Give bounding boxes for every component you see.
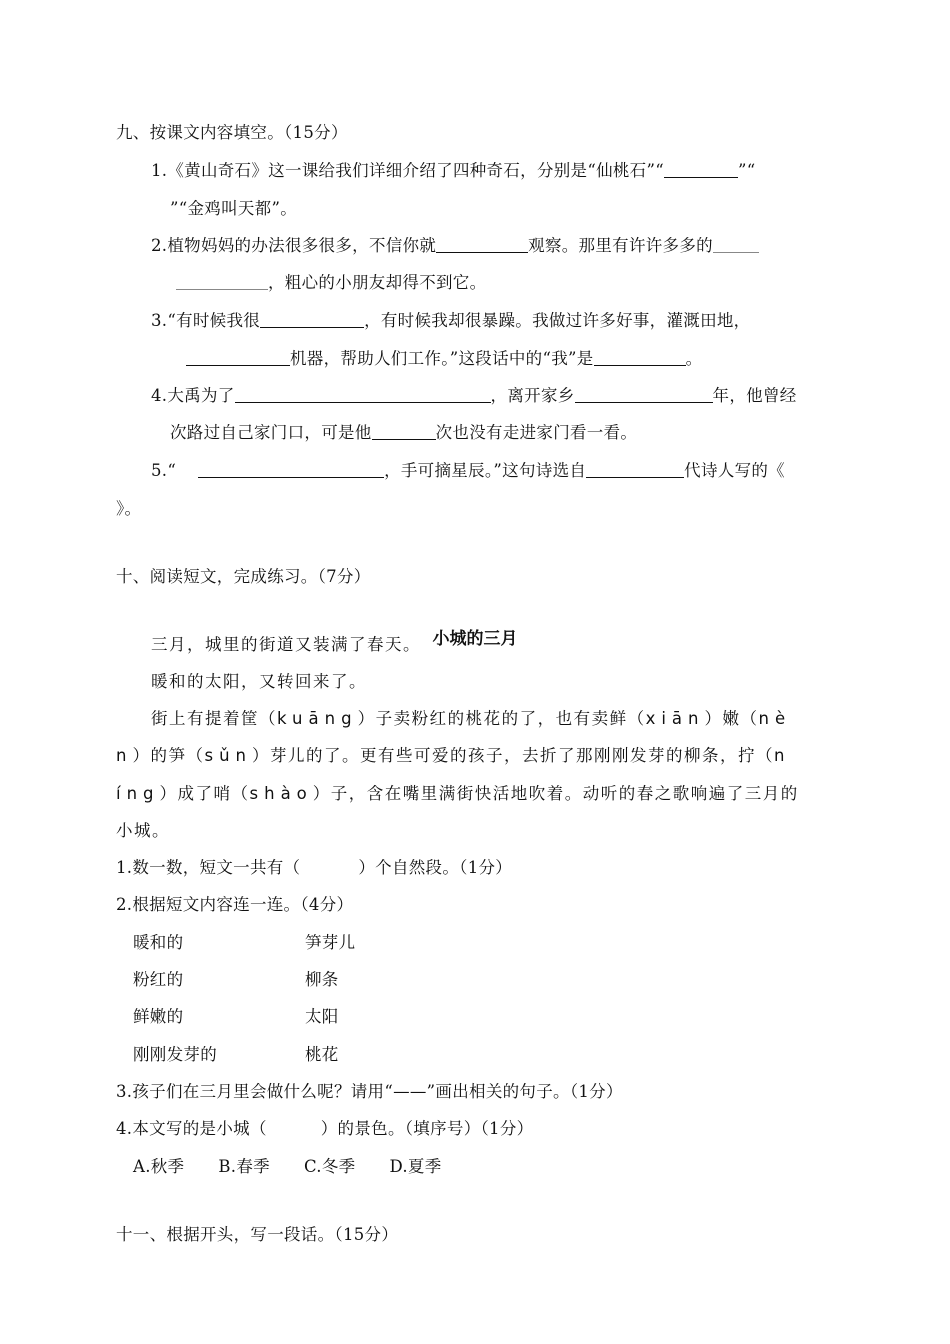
q9-1-text-b: ”“	[737, 161, 756, 180]
p3-text: ）成了哨（	[159, 784, 250, 803]
pinyin: shào	[249, 784, 313, 803]
q9-2-blank-1[interactable]	[436, 236, 528, 253]
option-c[interactable]: C.冬季	[303, 1157, 356, 1176]
q9-1-blank[interactable]	[664, 161, 738, 178]
q9-4-line2	[170, 421, 637, 445]
q10-4	[116, 1117, 533, 1141]
q9-5-line1	[151, 459, 785, 483]
pinyin: íng	[116, 784, 160, 803]
q9-3-line1	[151, 309, 750, 333]
option-d[interactable]: D.夏季	[389, 1157, 442, 1176]
q9-1-line1	[151, 159, 755, 183]
q9-4-blank-2[interactable]	[575, 386, 713, 403]
q10-4-options	[133, 1155, 476, 1179]
q10-4-text-b: ）的景色。（填序号）（1分）	[320, 1119, 534, 1138]
q9-2-text-c: ，粗心的小朋友却得不到它。	[268, 273, 487, 292]
match-right-3[interactable]: 太阳	[305, 1007, 339, 1026]
q9-2-blank-2b[interactable]	[176, 273, 268, 290]
q10-1	[116, 856, 512, 880]
q9-3-text-c: 机器，帮助人们工作。”这段话中的“我”是	[290, 349, 594, 368]
q9-3-text-a: 3.“有时候我很	[151, 311, 261, 330]
q10-4-text-a: 4.本文写的是小城（	[116, 1119, 267, 1138]
passage-paragraph-3-line2	[116, 744, 790, 768]
pinyin: nè	[758, 709, 792, 728]
section9-heading: 九、按课文内容填空。（15分）	[116, 123, 348, 142]
q9-5-text-c: 代诗人写的《	[684, 461, 785, 480]
q9-3-blank-2[interactable]	[186, 349, 290, 366]
q9-5-text-b: ，手可摘星辰。”这句诗选自	[384, 461, 587, 480]
p3-text: 街上有提着筐（	[151, 709, 277, 728]
q9-3-line2	[186, 347, 702, 371]
section11-heading: 十一、根据开头，写一段话。（15分）	[116, 1225, 399, 1244]
option-a[interactable]: A.秋季	[133, 1157, 185, 1176]
p3-text: ）子，含在嘴里满街快活地吹着。动听的春之歌响遍了三月的	[312, 784, 799, 803]
q9-2-line2	[176, 271, 486, 295]
q9-4-text-a: 4.大禹为了	[151, 386, 235, 405]
q9-4-text-d: 次路过自己家门口，可是他	[170, 423, 372, 442]
q9-3-text-d: 。	[685, 349, 703, 368]
p3-text: ）子卖粉红的桃花的了，也有卖鲜（	[357, 709, 646, 728]
q9-4-line1	[151, 384, 797, 408]
passage-paragraph-3-line1	[151, 707, 791, 731]
pinyin: n	[116, 746, 133, 765]
match-right-4[interactable]: 桃花	[305, 1045, 339, 1064]
q9-3-blank-3[interactable]	[594, 349, 686, 366]
match-left-3[interactable]: 鲜嫩的	[133, 1007, 184, 1026]
passage-paragraph-3-line4: 小城。	[116, 821, 170, 840]
q9-4-text-c: 年，他曾经	[712, 386, 797, 405]
q10-1-text-a: 1.数一数，短文一共有（	[116, 858, 301, 877]
q9-2-text-b: 观察。那里有许许多多的	[528, 236, 713, 255]
passage-paragraph-3-line3	[116, 782, 799, 806]
q9-4-blank-1[interactable]	[235, 386, 491, 403]
q9-3-text-b: ，有时候我却很暴躁。我做过许多好事，灌溉田地，	[364, 311, 751, 330]
pinyin: n	[773, 746, 791, 765]
p3-text: ）芽儿的了。更有些可爱的孩子，去折了那刚刚发芽的柳条，拧（	[251, 746, 774, 765]
q9-4-text-e: 次也没有走进家门看一看。	[435, 423, 638, 442]
q9-2-text-a: 2.植物妈妈的办法很多很多，不信你就	[151, 236, 437, 255]
q9-5-line2: 》。	[116, 499, 142, 518]
passage-paragraph-1: 三月，城里的街道又装满了春天。	[151, 635, 421, 654]
q9-5-blank-1[interactable]	[198, 461, 384, 478]
match-left-2[interactable]: 粉红的	[133, 970, 184, 989]
q9-5-text-a: 5.“	[151, 461, 177, 480]
q9-1-line2: ”“金鸡叫天都”。	[170, 199, 298, 218]
match-left-1[interactable]: 暖和的	[133, 933, 184, 952]
match-right-2[interactable]: 柳条	[305, 970, 339, 989]
match-right-1[interactable]: 笋芽儿	[305, 933, 356, 952]
option-b[interactable]: B.春季	[218, 1157, 270, 1176]
q9-1-text-a: 1.《黄山奇石》这一课给我们详细介绍了四种奇石，分别是“仙桃石”“	[151, 161, 664, 180]
pinyin: sǔn	[204, 746, 252, 765]
passage-title: 小城的三月	[432, 629, 518, 649]
q9-4-blank-3[interactable]	[372, 423, 436, 440]
q10-1-text-b: ）个自然段。（1分）	[358, 858, 513, 877]
q9-3-blank-1[interactable]	[260, 311, 364, 328]
section10-heading: 十、阅读短文，完成练习。（7分）	[116, 567, 371, 586]
q9-4-text-b: ，离开家乡	[490, 386, 575, 405]
pinyin: xiān	[645, 709, 705, 728]
q10-2: 2.根据短文内容连一连。（4分）	[116, 895, 354, 914]
q9-2-line1	[151, 234, 759, 258]
q9-5-blank-2[interactable]	[586, 461, 684, 478]
p3-text: ）的笋（	[132, 746, 205, 765]
match-left-4[interactable]: 刚刚发芽的	[133, 1045, 217, 1064]
q10-3: 3.孩子们在三月里会做什么呢？请用“——”画出相关的句子。（1分）	[116, 1082, 623, 1101]
passage-paragraph-2: 暖和的太阳，又转回来了。	[151, 672, 367, 691]
pinyin: kuāng	[277, 709, 358, 728]
p3-text: ）嫩（	[704, 709, 759, 728]
q9-2-blank-2a[interactable]	[713, 236, 759, 253]
